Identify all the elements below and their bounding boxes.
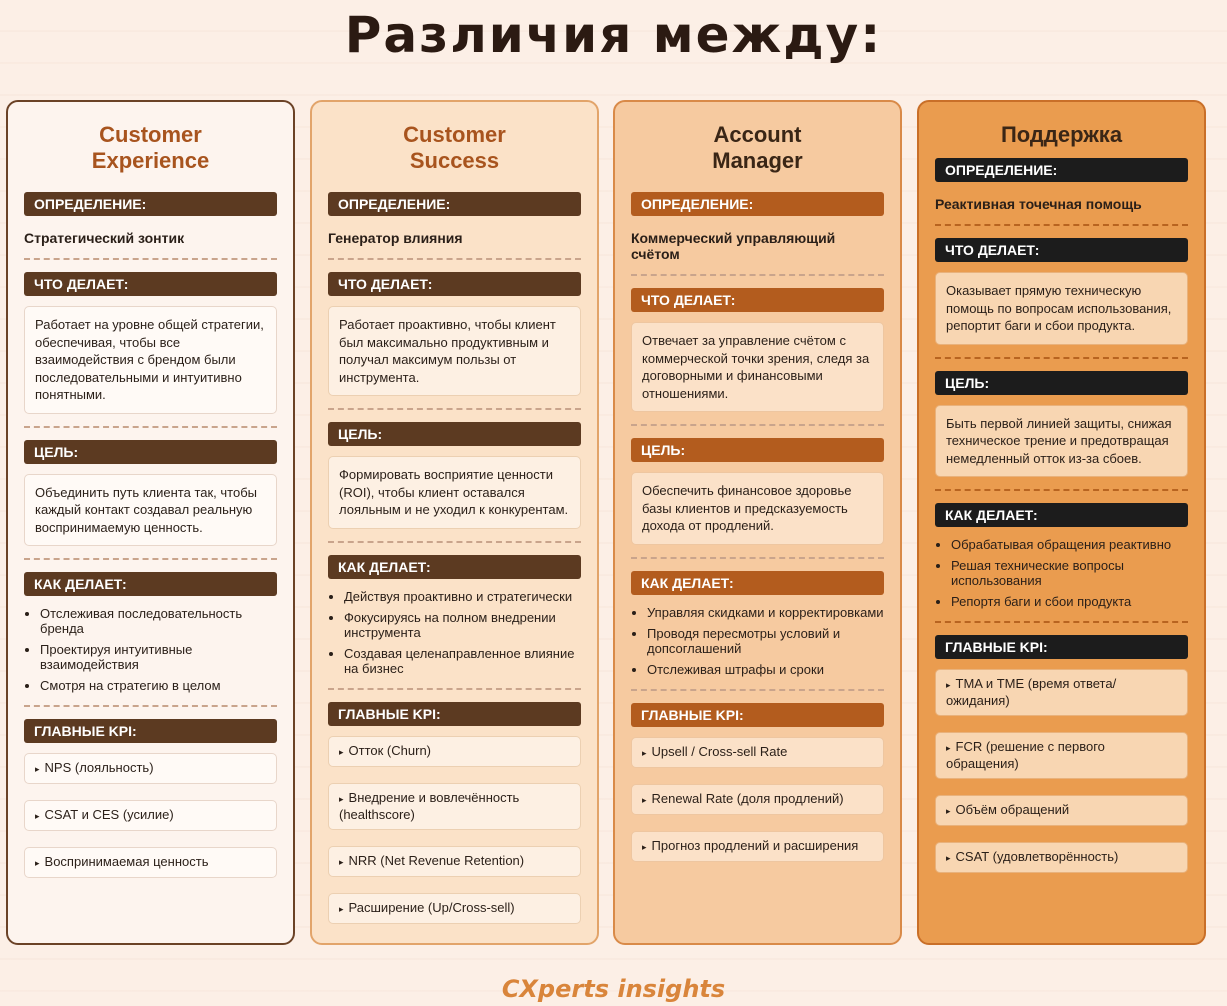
triangle-right-icon: ▸ xyxy=(642,841,647,852)
what-text: Оказывает прямую техническую помощь по вопросам использования, репортит баги и сбои продукта. xyxy=(935,272,1188,345)
divider xyxy=(24,258,277,260)
kpi-label: NPS (лояльность) xyxy=(44,760,154,775)
goal-header: ЦЕЛЬ: xyxy=(631,438,884,462)
kpi-label: Отток (Churn) xyxy=(348,742,431,758)
column-title: Customer Success xyxy=(403,122,506,173)
triangle-right-icon: ▸ xyxy=(339,856,344,867)
goal-header: ЦЕЛЬ: xyxy=(24,440,277,464)
list-item: • Обрабатывая обращения реактивно xyxy=(951,537,1188,552)
divider xyxy=(24,558,277,560)
triangle-right-icon: ▸ xyxy=(35,811,40,821)
kpi-label: NRR (Net Revenue Retention) xyxy=(348,852,525,868)
kpi-label: Прогноз продлений и расширения xyxy=(651,837,859,853)
divider xyxy=(328,541,581,543)
kpi-list xyxy=(328,736,581,924)
kpi-item xyxy=(935,795,1188,826)
definition-header: ОПРЕДЕЛЕНИЕ: xyxy=(631,192,884,216)
kpi-label: Воспринимаемая ценность xyxy=(44,854,209,869)
kpi-label: CSAT (удовлетворённость) xyxy=(955,849,1119,864)
kpi-header: ГЛАВНЫЕ KPI: xyxy=(24,719,277,743)
list-item: • Отслеживая последовательность бренда xyxy=(40,606,277,636)
how-list xyxy=(631,605,884,677)
definition-text: Генератор влияния xyxy=(328,230,463,246)
column-title: Поддержка xyxy=(1000,122,1123,147)
list-item: • Репортя баги и сбои продукта xyxy=(951,594,1188,609)
kpi-label: TMA и TME (время ответа/ ожидания) xyxy=(946,676,1117,708)
divider xyxy=(328,408,581,410)
triangle-right-icon: ▸ xyxy=(946,743,951,753)
definition-header: ОПРЕДЕЛЕНИЕ: xyxy=(328,192,581,216)
what-header: ЧТО ДЕЛАЕТ: xyxy=(24,272,277,296)
kpi-item xyxy=(631,737,884,768)
triangle-right-icon: ▸ xyxy=(946,680,951,690)
triangle-right-icon: ▸ xyxy=(946,806,951,816)
goal-text: Объединить путь клиента так, чтобы каждый контакт создавал реальную воспринимаемую ценность. xyxy=(24,474,277,547)
page-title: Различия между: xyxy=(344,6,883,64)
kpi-header: ГЛАВНЫЕ KPI: xyxy=(328,702,581,726)
kpi-item xyxy=(24,753,277,784)
how-list xyxy=(24,606,277,693)
triangle-right-icon: ▸ xyxy=(339,746,344,757)
triangle-right-icon: ▸ xyxy=(339,903,344,914)
divider xyxy=(935,489,1188,491)
goal-header: ЦЕЛЬ: xyxy=(935,371,1188,395)
kpi-header: ГЛАВНЫЕ KPI: xyxy=(631,703,884,727)
column-title: Account Manager xyxy=(712,122,803,173)
divider xyxy=(935,621,1188,623)
how-header: КАК ДЕЛАЕТ: xyxy=(631,571,884,595)
kpi-list xyxy=(631,737,884,862)
divider xyxy=(631,557,884,559)
kpi-label: Объём обращений xyxy=(955,802,1070,817)
goal-text: Формировать восприятие ценности (ROI), чтобы клиент оставался лояльным и не уходил к конкурентам. xyxy=(328,456,581,529)
divider xyxy=(328,688,581,690)
divider xyxy=(631,274,884,276)
how-header: КАК ДЕЛАЕТ: xyxy=(935,503,1188,527)
kpi-item xyxy=(24,847,277,878)
list-item: • Проектируя интуитивные взаимодействия xyxy=(40,642,277,672)
kpi-item xyxy=(935,669,1188,716)
column-customer-success xyxy=(310,100,599,945)
divider xyxy=(24,705,277,707)
kpi-list xyxy=(24,753,277,878)
kpi-label: Внедрение и вовлечённость (healthscore) xyxy=(339,789,520,822)
triangle-right-icon: ▸ xyxy=(642,794,647,805)
kpi-item xyxy=(328,736,581,767)
column-support xyxy=(917,100,1206,945)
how-list xyxy=(328,589,581,676)
definition-text: Стратегический зонтик xyxy=(24,230,185,246)
kpi-label: Renewal Rate (доля продлений) xyxy=(651,790,844,806)
kpi-item xyxy=(935,732,1188,779)
kpi-label: Расширение (Up/Cross-sell) xyxy=(348,899,515,915)
list-item: • Смотря на стратегию в целом xyxy=(40,678,277,693)
goal-header: ЦЕЛЬ: xyxy=(328,422,581,446)
divider xyxy=(935,357,1188,359)
divider xyxy=(935,224,1188,226)
list-item: • Проводя пересмотры условий и допсоглашений xyxy=(647,626,884,656)
list-item: • Фокусируясь на полном внедрении инструмента xyxy=(344,610,581,640)
kpi-list xyxy=(935,669,1188,873)
kpi-label: CSAT и CES (усилие) xyxy=(44,807,174,822)
kpi-label: FCR (решение с первого обращения) xyxy=(946,739,1105,771)
triangle-right-icon: ▸ xyxy=(642,747,647,758)
kpi-item xyxy=(631,831,884,862)
kpi-item xyxy=(631,784,884,815)
column-account-manager xyxy=(613,100,902,945)
kpi-item xyxy=(24,800,277,831)
triangle-right-icon: ▸ xyxy=(35,858,40,868)
definition-header: ОПРЕДЕЛЕНИЕ: xyxy=(24,192,277,216)
how-header: КАК ДЕЛАЕТ: xyxy=(328,555,581,579)
list-item: • Отслеживая штрафы и сроки xyxy=(647,662,884,677)
kpi-item xyxy=(935,842,1188,873)
what-text: Отвечает за управление счётом с коммерческой точки зрения, следя за договорными и финансовыми отношениями. xyxy=(631,322,884,412)
how-list xyxy=(935,537,1188,609)
triangle-right-icon: ▸ xyxy=(339,793,344,804)
list-item: • Создавая целенаправленное влияние на бизнес xyxy=(344,646,581,676)
definition-text: Реактивная точечная помощь xyxy=(935,196,1142,212)
divider xyxy=(631,424,884,426)
divider xyxy=(24,426,277,428)
kpi-header: ГЛАВНЫЕ KPI: xyxy=(935,635,1188,659)
goal-text: Быть первой линией защиты, снижая техническое трение и предотвращая немедленный отток из-за сбоев. xyxy=(935,405,1188,478)
goal-text: Обеспечить финансовое здоровье базы клиентов и предсказуемость дохода от продлений. xyxy=(631,472,884,545)
how-header: КАК ДЕЛАЕТ: xyxy=(24,572,277,596)
what-text: Работает на уровне общей стратегии, обеспечивая, чтобы все взаимодействия с брендом были последовательными и интуитивно понятными. xyxy=(24,306,277,414)
kpi-item xyxy=(328,893,581,924)
list-item: • Решая технические вопросы использования xyxy=(951,558,1188,588)
list-item: • Действуя проактивно и стратегически xyxy=(344,589,581,604)
divider xyxy=(631,689,884,691)
definition-header: ОПРЕДЕЛЕНИЕ: xyxy=(935,158,1188,182)
column-customer-experience xyxy=(6,100,295,945)
triangle-right-icon: ▸ xyxy=(946,853,951,863)
kpi-item xyxy=(328,783,581,830)
list-item: • Управляя скидками и корректировками xyxy=(647,605,884,620)
column-title: Customer Experience xyxy=(91,122,210,173)
what-text: Работает проактивно, чтобы клиент был максимально продуктивным и получал максимум пользы от инструмента. xyxy=(328,306,581,396)
kpi-label: Upsell / Cross-sell Rate xyxy=(651,743,788,759)
what-header: ЧТО ДЕЛАЕТ: xyxy=(328,272,581,296)
what-header: ЧТО ДЕЛАЕТ: xyxy=(935,238,1188,262)
footer-brand: CXperts insights xyxy=(501,975,726,1003)
divider xyxy=(328,258,581,260)
kpi-item xyxy=(328,846,581,877)
triangle-right-icon: ▸ xyxy=(35,764,40,774)
definition-text: Коммерческий управляющий счётом xyxy=(631,230,836,262)
what-header: ЧТО ДЕЛАЕТ: xyxy=(631,288,884,312)
